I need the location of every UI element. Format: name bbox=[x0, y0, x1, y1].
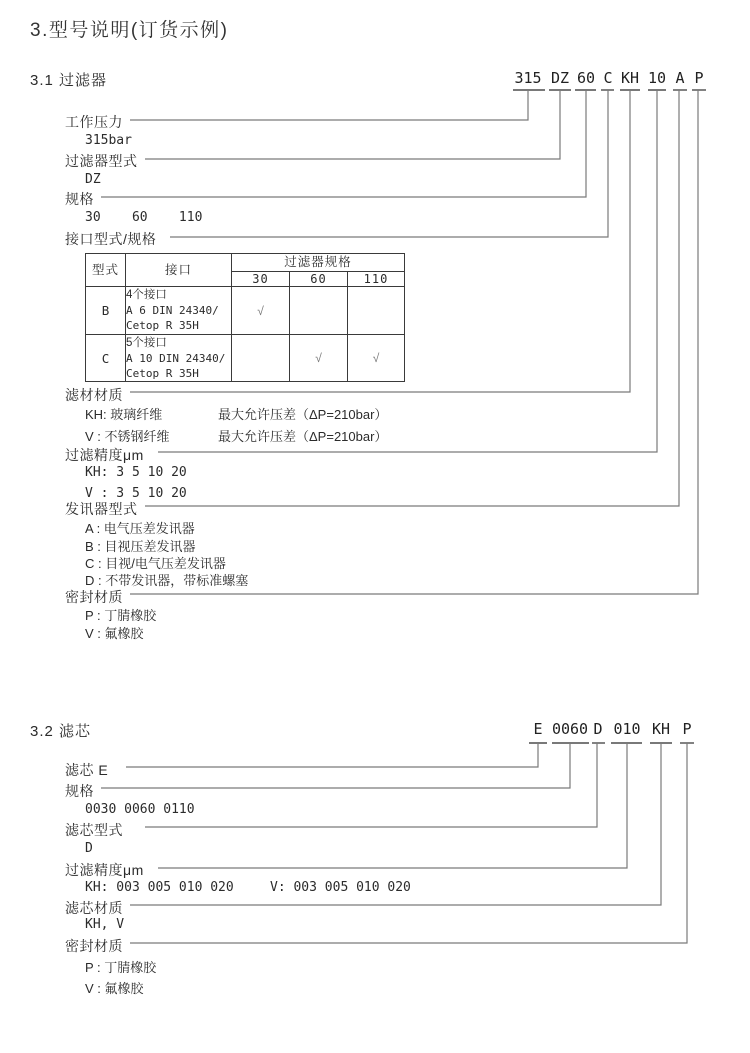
label-precision: 过滤精度μm bbox=[65, 447, 144, 463]
label-working-pressure: 工作压力 bbox=[65, 114, 123, 130]
table-header-60: 60 bbox=[290, 272, 348, 287]
value-element-size: 0030 0060 0110 bbox=[85, 802, 195, 817]
element-code-seal: P bbox=[682, 720, 692, 738]
label-filter-type: 过滤器型式 bbox=[65, 153, 138, 169]
port-spec-table bbox=[85, 253, 405, 382]
table-header-30: 30 bbox=[232, 272, 290, 287]
value-media-v: V : 不锈钢纤维 bbox=[85, 429, 170, 444]
label-port-type: 接口型式/规格 bbox=[65, 231, 157, 247]
leader-working-pressure bbox=[130, 90, 528, 120]
leader-element-size bbox=[101, 743, 570, 788]
label-element-size: 规格 bbox=[65, 783, 94, 799]
row-c-check-110: √ bbox=[348, 335, 405, 382]
leader-element-name bbox=[126, 743, 538, 767]
value-element-seal-v: V : 氟橡胶 bbox=[85, 981, 144, 996]
label-element-precision: 过滤精度μm bbox=[65, 862, 144, 878]
value-working-pressure: 315bar bbox=[85, 133, 132, 148]
row-b-check-30: √ bbox=[232, 287, 290, 335]
element-code-size: 0060 bbox=[551, 720, 589, 738]
row-c-port-line3: Cetop R 35H bbox=[126, 366, 199, 380]
filter-code-seal: P bbox=[694, 69, 704, 87]
row-c-port-line2: A 10 DIN 24340/ bbox=[126, 351, 226, 365]
value-filter-type: DZ bbox=[85, 172, 101, 187]
value-indicator-a: A : 电气压差发讯器 bbox=[85, 521, 195, 536]
value-indicator-b: B : 目视压差发讯器 bbox=[85, 539, 196, 554]
row-c-check-60: √ bbox=[290, 335, 348, 382]
element-code-name: E bbox=[533, 720, 543, 738]
element-code-media: KH bbox=[651, 720, 671, 738]
leader-size bbox=[101, 90, 586, 197]
filter-code-size: 60 bbox=[576, 69, 596, 87]
table-header-port: 接口 bbox=[126, 254, 232, 287]
element-code-precision: 010 bbox=[613, 720, 641, 738]
section-filter-heading: 3.1 过滤器 bbox=[30, 72, 108, 89]
filter-code-precision: 10 bbox=[647, 69, 667, 87]
label-element-name: 滤芯 E bbox=[65, 762, 109, 778]
section-element-heading: 3.2 滤芯 bbox=[30, 723, 92, 740]
leader-port-type bbox=[170, 90, 608, 237]
value-element-precision-v: V: 003 005 010 020 bbox=[270, 880, 411, 895]
value-indicator-d: D : 不带发讯器，带标准螺塞 bbox=[85, 573, 249, 588]
label-media: 滤材材质 bbox=[65, 387, 123, 403]
value-precision-kh: KH: 3 5 10 20 bbox=[85, 465, 187, 480]
label-element-type: 滤芯型式 bbox=[65, 822, 123, 838]
filter-code-port: C bbox=[603, 69, 613, 87]
row-b-port-line3: Cetop R 35H bbox=[126, 319, 199, 332]
value-element-type: D bbox=[85, 841, 93, 856]
row-b-type: B bbox=[86, 287, 126, 335]
leader-element-type bbox=[145, 743, 597, 827]
value-media-kh: KH: 玻璃纤维 bbox=[85, 407, 163, 422]
page-title: 3.型号说明(订货示例) bbox=[30, 20, 229, 41]
value-seal-p: P : 丁腈橡胶 bbox=[85, 608, 157, 623]
row-c-port-line1: 5个接口 bbox=[126, 336, 167, 349]
row-c-port bbox=[126, 335, 232, 382]
filter-code-media: KH bbox=[620, 69, 640, 87]
value-precision-v: V : 3 5 10 20 bbox=[85, 486, 187, 501]
table-row-c bbox=[86, 335, 405, 382]
value-element-media: KH, V bbox=[85, 917, 125, 932]
table-row-b bbox=[86, 287, 405, 335]
label-size: 规格 bbox=[65, 191, 94, 207]
element-leaders bbox=[101, 743, 687, 943]
label-element-media: 滤芯材质 bbox=[65, 900, 123, 916]
label-seal: 密封材质 bbox=[65, 589, 123, 605]
row-b-check-60 bbox=[290, 287, 348, 335]
value-element-precision-kh: KH: 003 005 010 020 bbox=[85, 880, 234, 895]
value-media-v-note: 最大允许压差（ΔP=210bar） bbox=[218, 429, 388, 444]
value-media-kh-note: 最大允许压差（ΔP=210bar） bbox=[218, 407, 388, 422]
filter-code-indicator: A bbox=[675, 69, 685, 87]
filter-code-type: DZ bbox=[550, 69, 570, 87]
row-b-port bbox=[126, 287, 232, 335]
value-seal-v: V : 氟橡胶 bbox=[85, 626, 144, 641]
row-c-check-30 bbox=[232, 335, 290, 382]
filter-code-pressure: 315 bbox=[514, 69, 542, 87]
value-size: 30 60 110 bbox=[85, 210, 203, 225]
leader-element-precision bbox=[158, 743, 627, 868]
row-b-check-110 bbox=[348, 287, 405, 335]
element-code-type: D bbox=[593, 720, 603, 738]
label-element-seal: 密封材质 bbox=[65, 938, 123, 954]
row-b-port-line2: A 6 DIN 24340/ bbox=[126, 304, 219, 317]
leader-element-seal bbox=[130, 743, 687, 943]
table-header-type: 型式 bbox=[86, 254, 126, 287]
value-element-seal-p: P : 丁腈橡胶 bbox=[85, 960, 157, 975]
table-header-110: 110 bbox=[348, 272, 405, 287]
label-indicator: 发讯器型式 bbox=[65, 501, 138, 517]
row-c-type: C bbox=[86, 335, 126, 382]
value-indicator-c: C : 目视/电气压差发讯器 bbox=[85, 556, 226, 571]
row-b-port-line1: 4个接口 bbox=[126, 289, 167, 301]
leader-filter-type bbox=[145, 90, 560, 159]
table-header-spec: 过滤器规格 bbox=[232, 254, 405, 272]
